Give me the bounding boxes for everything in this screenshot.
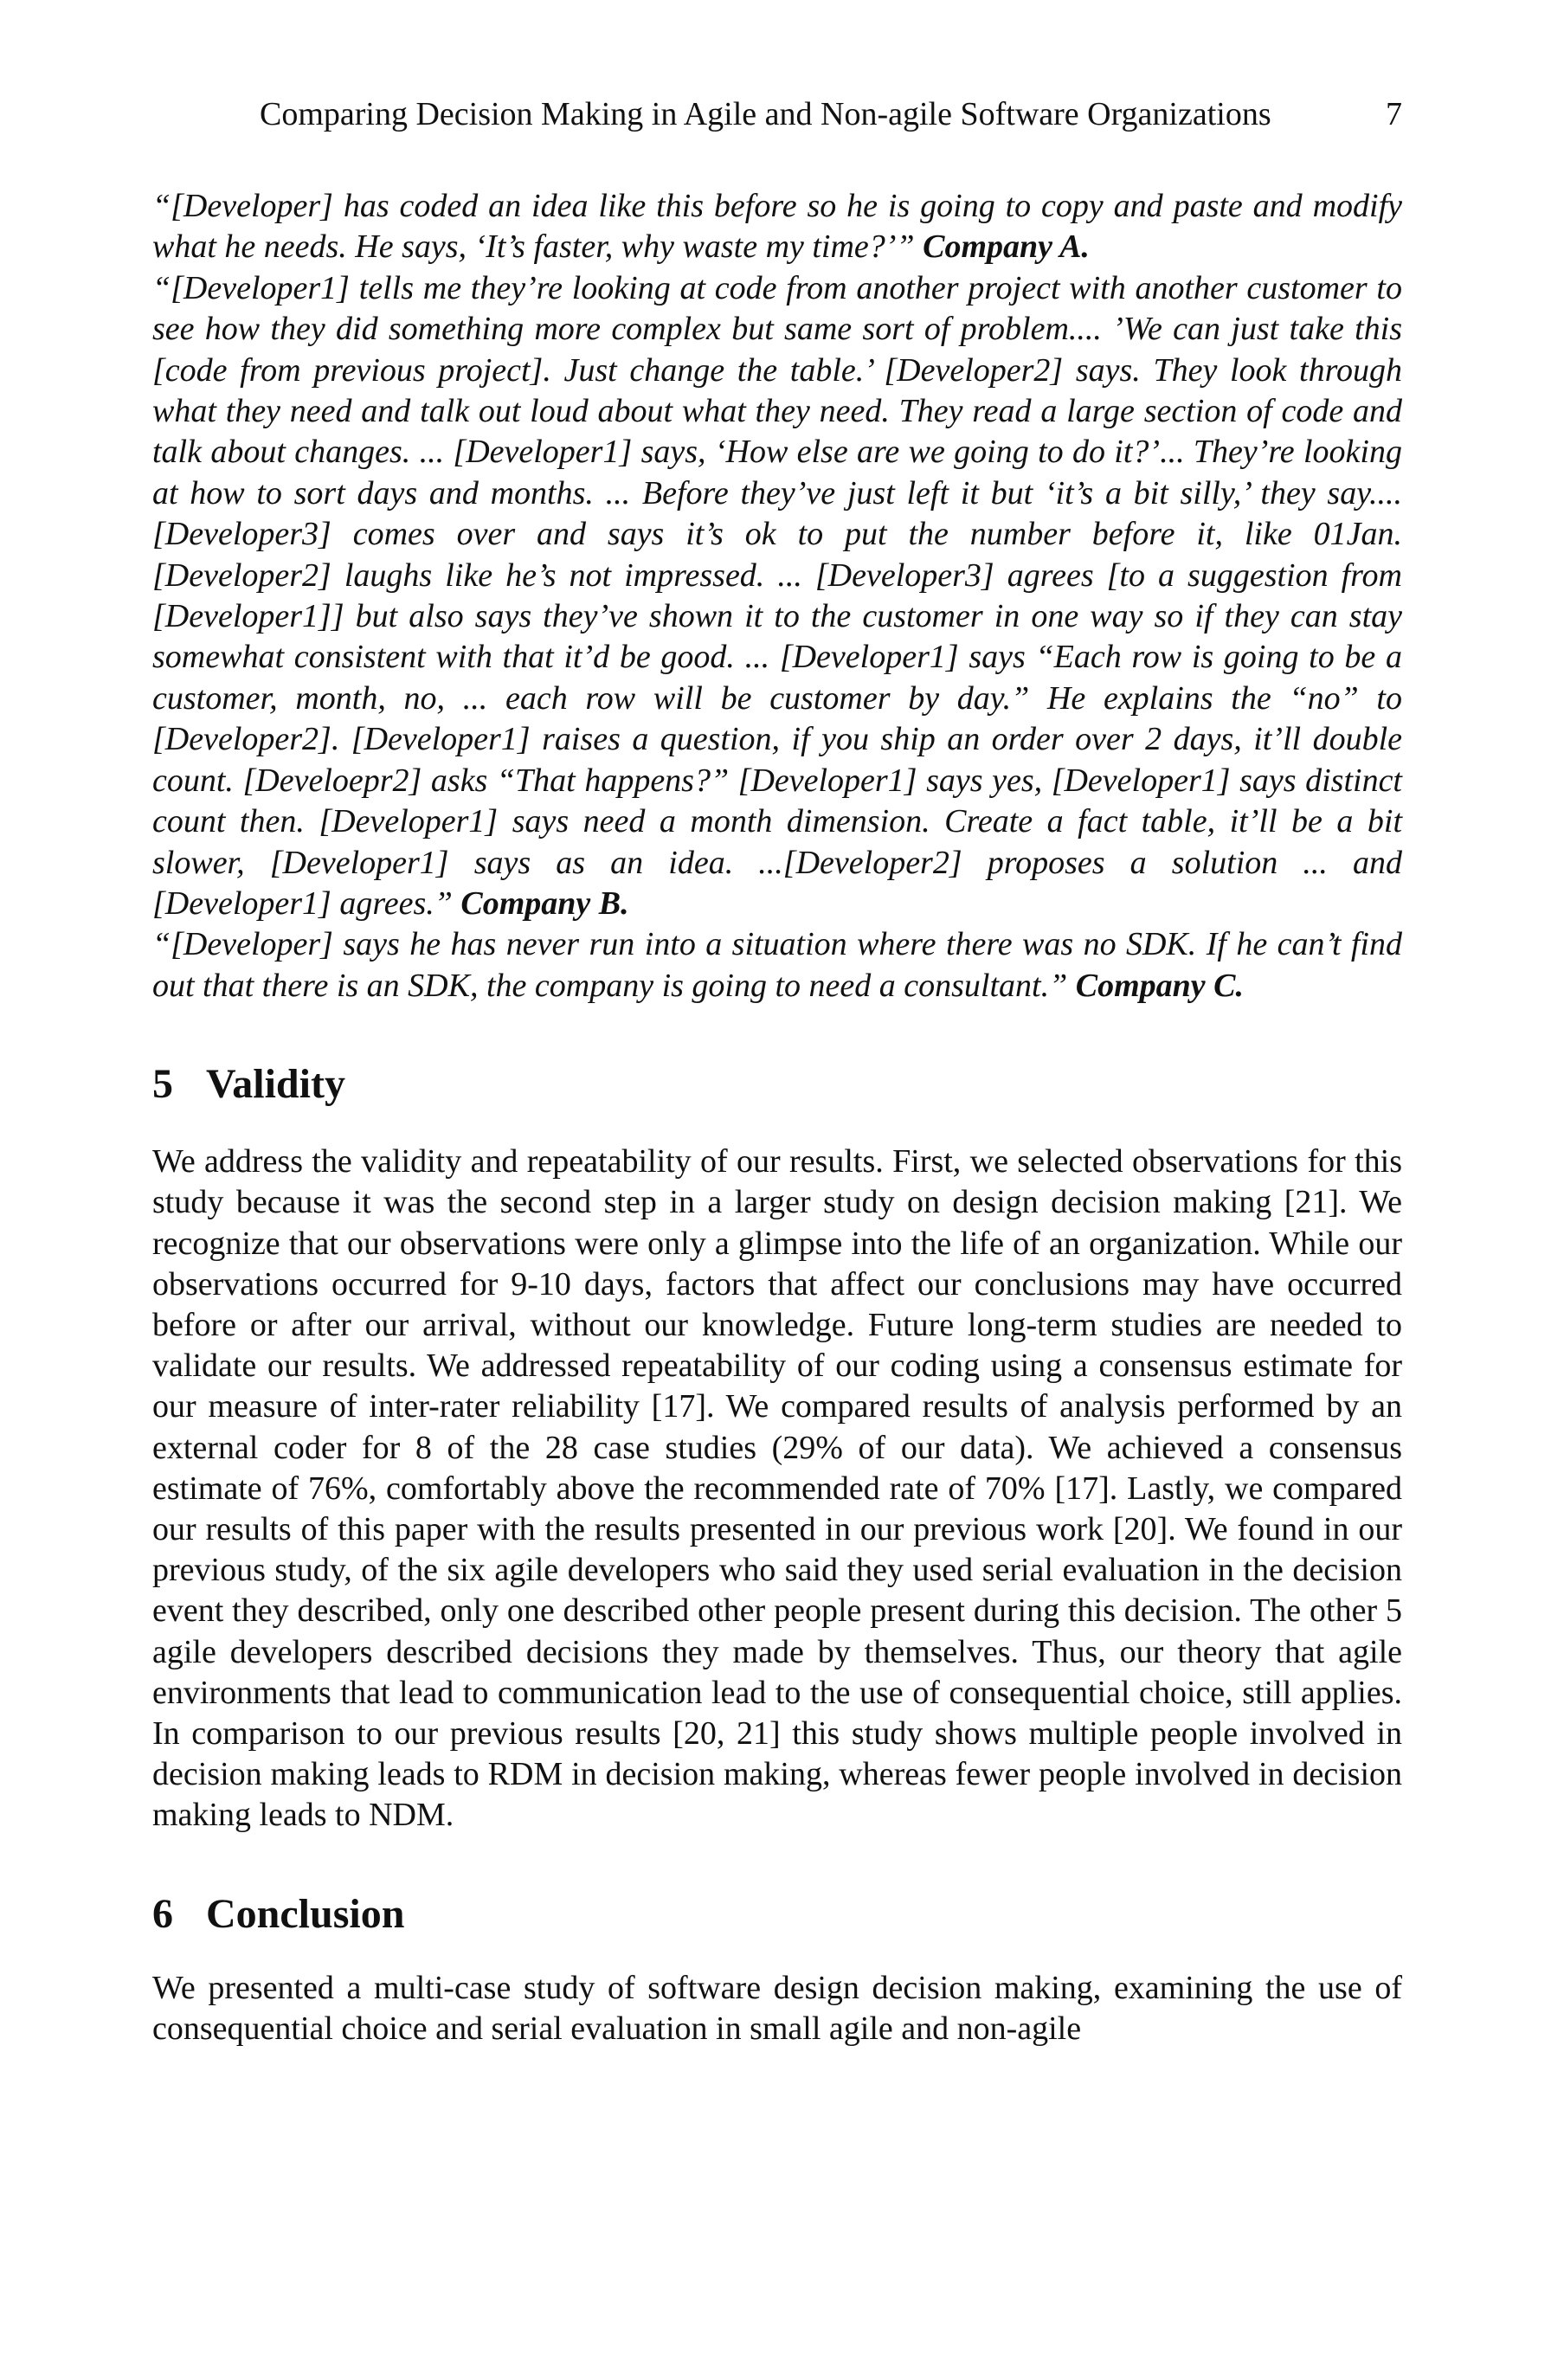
- quote-company-c: [152, 924, 1402, 1007]
- section-title: Conclusion: [206, 1890, 405, 1937]
- validity-paragraph: We address the validity and repeatability of our results. First, we selected observations for this study because it was the second step in a larger study on design decision making [21]. We recognize that our observations were only a glimpse into the life of an organization. While our observations occurred for 9-10 days, factors that affect our conclusions may have occurred before or after our arrival, without our knowledge. Future long-term studies are needed to validate our results. We addressed repeatability of our coding using a consensus estimate for our measure of inter-rater reliability [17]. We compared results of analysis performed by an external coder for 8 of the 28 case studies (29% of our data). We achieved a consensus estimate of 76%, comfortably above the recommended rate of 70% [17]. Lastly, we compared our results of this paper with the results presented in our previous work [20]. We found in our previous study, of the six agile developers who said they used serial evaluation in the decision event they described, only one described other people present during this decision. The other 5 agile developers described decisions they made by themselves. Thus, our theory that agile environments that lead to communication lead to the use of consequential choice, still applies. In comparison to our previous results [20, 21] this study shows multiple people involved in decision making leads to RDM in decision making, whereas fewer people involved in decision making leads to NDM.: [152, 1143, 1402, 1834]
- quote-text: “[Developer1] tells me they’re looking at code from another project with another customer to see how they did something more complex but same sort of problem.... ’We can just take this [code from previous project]. Just change the table.’ [Developer2] says. They look through what they need and talk out loud about what they need. They read a large section of code and talk about changes. ... [Developer1] says, ‘How else are we going to do it?’... They’re looking at how to sort days and months. ... Before they’ve just left it but ‘it’s a bit silly,’ they say....[Developer3] comes over and says it’s ok to put the number before it, like 01Jan. [Developer2] laughs like he’s not impressed. ... [Developer3] agrees [to a suggestion from [Developer1]] but also says they’ve shown it to the customer in one way so if they can stay somewhat consistent with that it’d be good. ... [Developer1] says “Each row is going to be a customer, month, no, ... each row will be customer by day.” He explains the “no” to [Developer2]. [Developer1] raises a question, if you ship an order over 2 days, it’ll double count. [Develoepr2] asks “That happens?” [Developer1] says yes, [Developer1] says distinct count then. [Developer1] says need a month dimension. Create a fact table, it’ll be a bit slower, [Developer1] says as an idea. ...[Developer2] proposes a solution ... and [Developer1] agrees.”: [152, 269, 1402, 922]
- page-number: 7: [1386, 96, 1402, 132]
- quote-text: “[Developer] has coded an idea like this before so he is going to copy and paste and modify what he needs. He says, ‘It’s faster, why waste my time?’”: [152, 188, 1402, 266]
- quote-company-label: Company B.: [460, 884, 629, 922]
- page-content: [152, 186, 1402, 2049]
- quote-company-b: [152, 268, 1402, 925]
- quote-text: “[Developer] says he has never run into a situation where there was no SDK. If he can’t find out that there is an SDK, the company is going to need a consultant.”: [152, 926, 1402, 1004]
- section-title: Validity: [206, 1061, 345, 1108]
- quote-company-label: Company A.: [923, 228, 1090, 266]
- running-title: Comparing Decision Making in Agile and Non-agile Software Organizations: [260, 96, 1271, 132]
- section-heading-conclusion: [152, 1890, 1402, 1939]
- quote-company-a: [152, 186, 1402, 268]
- section-heading-validity: [152, 1060, 1402, 1109]
- quote-company-label: Company C.: [1075, 967, 1244, 1004]
- section-number: 6: [152, 1890, 173, 1937]
- section-number: 5: [152, 1061, 173, 1108]
- conclusion-paragraph: We presented a multi-case study of software design decision making, examining the use of consequential choice and serial evaluation in small agile and non-agile: [152, 1969, 1402, 2047]
